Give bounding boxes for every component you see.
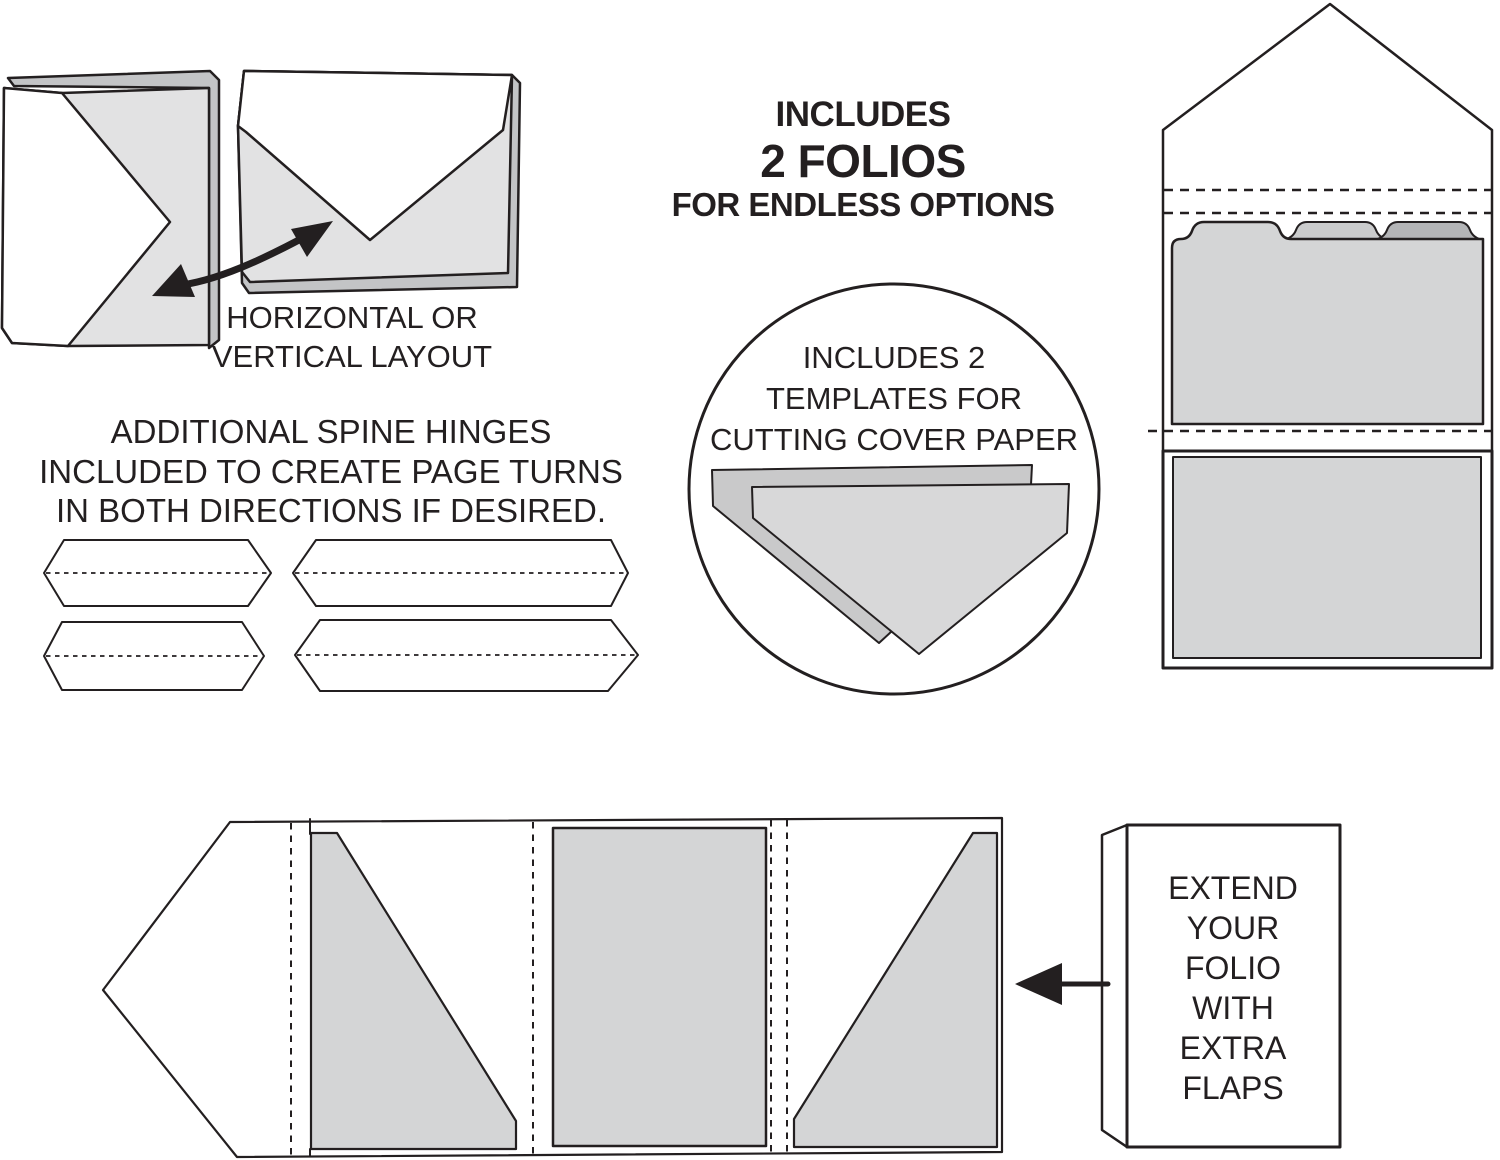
heading-line2: 2 FOLIOS <box>760 135 966 187</box>
extend-note-line5: EXTRA <box>1179 1030 1287 1066</box>
heading-line1: INCLUDES <box>775 95 951 134</box>
layout-caption-line2: VERTICAL LAYOUT <box>211 339 493 374</box>
divider-card-front <box>1172 222 1483 424</box>
cover-paper-center-panel <box>553 828 766 1146</box>
divider-tab-back <box>1374 222 1483 240</box>
tabbed-folio-diagram <box>1148 4 1498 668</box>
vertical-folio-illustration <box>2 71 219 348</box>
unfolded-folio-diagram <box>103 818 1002 1157</box>
divider-tab-middle <box>1283 222 1389 240</box>
hinges-caption-line1: ADDITIONAL SPINE HINGES <box>110 413 552 450</box>
spine-hinge-shapes <box>44 540 638 691</box>
left-arrow-head-icon <box>1015 963 1062 1005</box>
bottom-panel-cover-paper <box>1173 457 1481 658</box>
hinges-caption-line3: IN BOTH DIRECTIONS IF DESIRED. <box>55 492 607 529</box>
templates-circle-badge <box>689 284 1099 694</box>
horizontal-folio-illustration <box>238 71 520 293</box>
extend-note-line6: FLAPS <box>1182 1070 1284 1106</box>
extend-note-line3: FOLIO <box>1184 950 1282 986</box>
badge-line2: TEMPLATES FOR <box>765 381 1023 416</box>
heading-line3: FOR ENDLESS OPTIONS <box>671 186 1055 223</box>
badge-line3: CUTTING COVER PAPER <box>709 422 1079 457</box>
extend-flaps-note <box>1015 825 1340 1147</box>
extend-note-line2: YOUR <box>1186 910 1280 946</box>
badge-line1: INCLUDES 2 <box>802 340 986 375</box>
extend-note-line4: WITH <box>1192 990 1274 1026</box>
extend-note-line1: EXTEND <box>1168 870 1298 906</box>
layout-caption-line1: HORIZONTAL OR <box>226 300 478 335</box>
hinges-caption-line2: INCLUDED TO CREATE PAGE TURNS <box>39 453 623 490</box>
